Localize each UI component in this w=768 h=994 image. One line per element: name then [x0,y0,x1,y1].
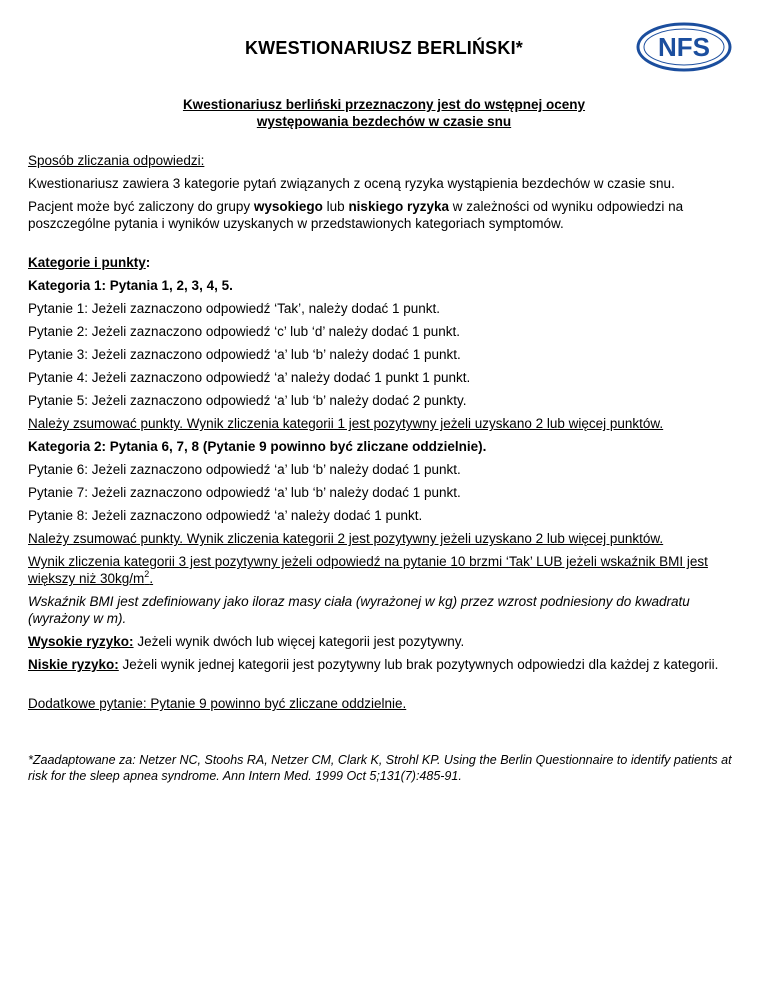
subtitle-line-1: Kwestionariusz berliński przeznaczony jest do wstępnej oceny [182,97,586,112]
question-8-rule: Pytanie 8: Jeżeli zaznaczono odpowiedź ‘a’ należy dodać 1 punkt. [28,508,423,523]
high-risk-text: Jeżeli wynik dwóch lub więcej kategorii jest pozytywny. [133,634,465,649]
category-2-sum: Należy zsumować punkty. Wynik zliczenia kategorii 2 jest pozytywny jeżeli uzyskano 2 lub więcej punktów. [28,531,664,546]
page-title: KWESTIONARIUSZ BERLIŃSKI* [244,38,523,58]
category-3-result-text: Wynik zliczenia kategorii 3 jest pozytywny jeżeli odpowiedź na pytanie 10 brzmi ‘Tak’ LUB jeżeli wskaźnik BMI jest większy niż 30kg/m [28,554,708,586]
high-risk [28,633,746,650]
document-body [28,152,746,790]
categories-heading [28,254,746,271]
bmi-note: Wskaźnik BMI jest zdefiniowany jako iloraz masy ciała (wyrażonej w kg) przez wzrost podniesiony do kwadratu (wyrażony w m). [28,594,690,626]
patient-text-a: Pacjent może być zaliczony do grupy [28,199,254,214]
patient-text-c: w zależności od wyniku odpowiedzi na poszczególne pytania i wyników uzyskanych w przedstawionych kategoriach symptomów. [28,199,684,231]
patient-low: niskiego ryzyka [348,199,449,214]
patient-text-b: lub [322,199,349,214]
category-3-result [28,553,746,587]
scoring-patient [28,198,746,232]
category-2-title: Kategoria 2: Pytania 6, 7, 8 (Pytanie 9 powinno być zliczane oddzielnie). [28,439,487,454]
question-4-rule: Pytanie 4: Jeżeli zaznaczono odpowiedź ‘a’ należy dodać 1 punkt 1 punkt. [28,370,471,385]
subtitle-line-2: występowania bezdechów w czasie snu [256,114,512,129]
scoring-heading: Sposób zliczania odpowiedzi: [28,153,205,168]
subtitle [0,96,768,130]
footnote: *Zaadaptowane za: Netzer NC, Stoohs RA, Netzer CM, Clark K, Strohl KP. Using the Berlin Questionnaire to identify patients at risk for the sleep apnea syndrome. Ann Intern Med. 1999 Oct 5;131(7):485-91. [28,753,732,783]
category-3-result-end: . [149,571,154,586]
question-3-rule: Pytanie 3: Jeżeli zaznaczono odpowiedź ‘a’ lub ‘b’ należy dodać 1 punkt. [28,347,461,362]
categories-heading-text: Kategorie i punkty [28,255,146,270]
question-6-rule: Pytanie 6: Jeżeli zaznaczono odpowiedź ‘a’ lub ‘b’ należy dodać 1 punkt. [28,462,461,477]
high-risk-label: Wysokie ryzyko: [28,634,134,649]
question-5-rule: Pytanie 5: Jeżeli zaznaczono odpowiedź ‘a’ lub ‘b’ należy dodać 2 punkty. [28,393,467,408]
low-risk-label: Niskie ryzyko: [28,657,119,672]
low-risk-text: Jeżeli wynik jednej kategorii jest pozytywny lub brak pozytywnych odpowiedzi dla każdej z kategorii. [118,657,719,672]
nfs-logo-text: NFS [658,32,710,62]
question-7-rule: Pytanie 7: Jeżeli zaznaczono odpowiedź ‘a’ lub ‘b’ należy dodać 1 punkt. [28,485,461,500]
question-2-rule: Pytanie 2: Jeżeli zaznaczono odpowiedź ‘c’ lub ‘d’ należy dodać 1 punkt. [28,324,461,339]
superscript-2: 2 [144,569,150,579]
scoring-intro: Kwestionariusz zawiera 3 kategorie pytań związanych z oceną ryzyka wystąpienia bezdechów w czasie snu. [28,176,675,191]
low-risk [28,656,746,673]
extra-question: Dodatkowe pytanie: Pytanie 9 powinno być zliczane oddzielnie. [28,696,407,711]
patient-high: wysokiego [253,199,323,214]
categories-heading-colon: : [145,255,151,270]
category-1-title: Kategoria 1: Pytania 1, 2, 3, 4, 5. [28,278,233,293]
question-1-rule: Pytanie 1: Jeżeli zaznaczono odpowiedź ‘Tak’, należy dodać 1 punkt. [28,301,441,316]
category-1-sum: Należy zsumować punkty. Wynik zliczenia kategorii 1 jest pozytywny jeżeli uzyskano 2 lub więcej punktów. [28,416,664,431]
